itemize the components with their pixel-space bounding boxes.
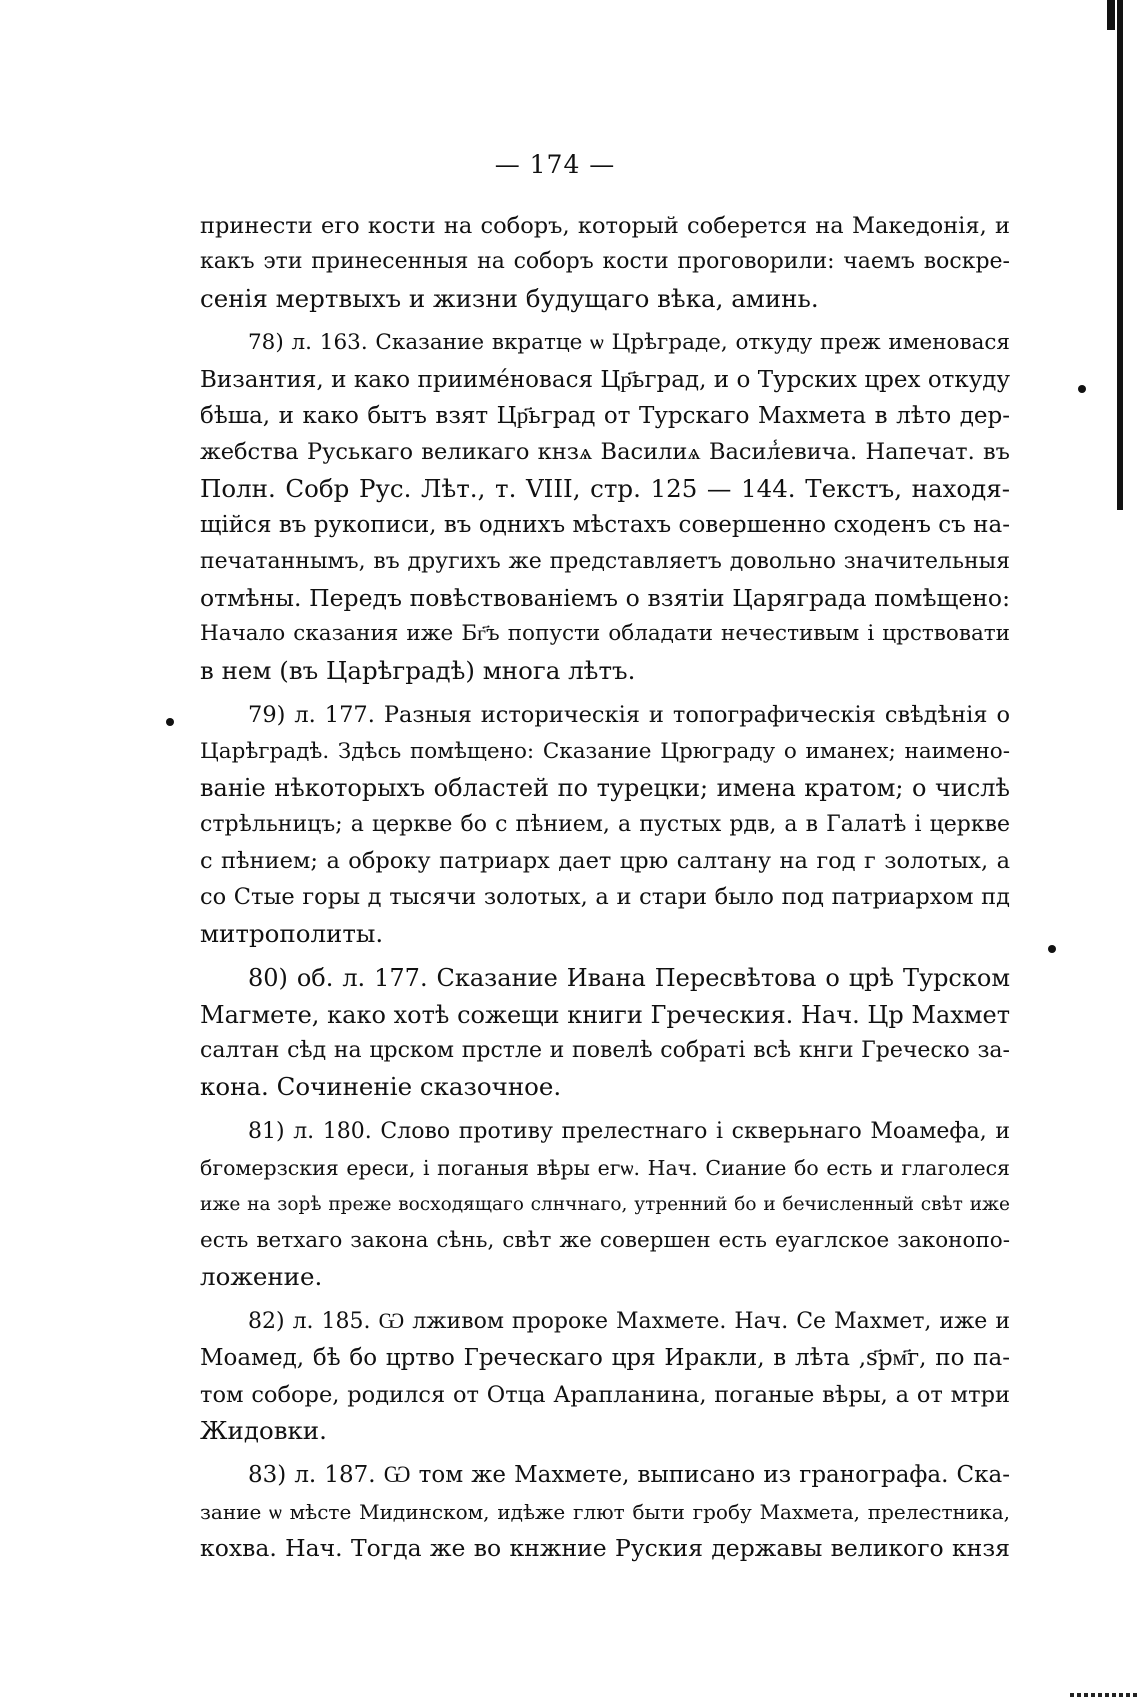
text-line: митрополиты. <box>200 918 384 948</box>
text-line: бгомерзския ереси, і поганыя вѣры егѡ. Нач. Сиание бо есть и глаголеся <box>200 1156 1010 1181</box>
text-line: ваніе нѣкоторыхъ областей по турецки; имена кратом; о числѣ <box>200 774 1010 803</box>
scan-speck <box>166 718 174 726</box>
text-line: жебства Руськаго великаго кнзѧ Василиѧ Васил̾евича. Напечат. въ <box>200 439 1010 466</box>
text-line: есть ветхаго закона сѣнь, свѣт же совершен есть еуаглское законопо- <box>200 1227 1010 1253</box>
scan-speck <box>1048 945 1056 953</box>
text-line: Царѣградѣ. Здѣсь помѣщено: Сказание Црюграду о иманех; наимено- <box>200 738 1010 764</box>
text-line: стрѣльницъ; а церкве бо с пѣнием, а пустых рдв, а в Галатѣ і церкве <box>200 811 1010 837</box>
text-line: Магмете, како хотѣ сожещи книги Греческия. Нач. Цр Махмет <box>200 1000 1010 1029</box>
text-line: иже на зорѣ преже восходящаго слнчнаго, утренний бо и бечисленный свѣт иже <box>200 1193 1010 1215</box>
text-line: Моамед, бѣ бо цртво Греческаго цря Иракли, в лѣта ,s҃рм҃г, по па- <box>200 1345 1010 1372</box>
text-line: со Стые горы д тысячи золотых, а и стари было под патриархом пд <box>200 884 1010 911</box>
text-line: Жидовки. <box>200 1416 327 1445</box>
entry-79-start: 79) л. 177. Разныя историческія и топографическія свѣдѣнія о <box>248 702 1010 729</box>
text-line: щійся въ рукописи, въ однихъ мѣстахъ совершенно сходенъ съ на- <box>200 512 1010 539</box>
text-line: с пѣнием; а оброку патриарх дает црю салтану на год г золотых, а <box>200 847 1010 874</box>
text-line: отмѣны. Передъ повѣствованіемъ о взятіи Царяграда помѣщено: <box>200 584 1010 613</box>
entry-81-start: 81) л. 180. Слово противу прелестнаго і скверьнаго Моамефа, и <box>248 1118 1010 1144</box>
scan-margin-rule <box>1117 0 1123 510</box>
text-line: зание ѡ мѣсте Мидинском, идѣже глют быти гробу Махмета, прелестника, <box>200 1499 1010 1524</box>
text-line: ложение. <box>200 1262 323 1292</box>
entry-83-start: 83) л. 187. Ѡ том же Махмете, выписано из гранографа. Ска- <box>248 1462 1010 1489</box>
text-line: в нем (въ Царѣградѣ) многа лѣтъ. <box>200 655 636 685</box>
entry-82-start: 82) л. 185. Ѡ лживом пророке Махмете. Нач. Се Махмет, иже и <box>248 1308 1010 1334</box>
text-line: кона. Сочиненіе сказочное. <box>200 1072 562 1102</box>
text-line: принести его кости на соборъ, который соберется на Македонія, и <box>200 213 1010 239</box>
text-line: какъ эти принесенныя на соборъ кости проговорили: чаемъ воскре- <box>200 249 1010 275</box>
body-text <box>200 208 1010 1567</box>
text-line: салтан сѣд на црском прстле и повелѣ собраті всѣ кнги Греческо за- <box>200 1037 1010 1063</box>
scan-margin-mark <box>1107 0 1115 30</box>
entry-78-start: 78) л. 163. Сказание вкратце ѡ Црѣграде, откуду преж именовася <box>248 330 1010 356</box>
text-line: бѣша, и како бытъ взят Цр҃ьград от Турскаго Махмета в лѣто дер- <box>200 403 1010 430</box>
text-line: Начало сказания иже Бг҃ъ попусти обладати нечестивым і црствовати <box>200 621 1010 647</box>
scan-speck <box>1078 385 1086 393</box>
scan-edge-mark <box>1070 1693 1140 1697</box>
text-line: Полн. Собр Рус. Лѣт., т. VIII, стр. 125 — 144. Текстъ, находя- <box>200 473 1010 503</box>
text-line: сенія мертвыхъ и жизни будущаго вѣка, аминь. <box>200 283 819 313</box>
text-line: том соборе, родился от Отца Арапланина, поганые вѣры, а от мтри <box>200 1381 1010 1408</box>
text-line: кохва. Нач. Тогда же во кнжние Руския державы великого кнзя <box>200 1534 1010 1563</box>
page-number: — 174 — <box>494 150 616 179</box>
text-line: Византия, и како прииме́новася Цр҃ьград, и о Турских црех откуду <box>200 366 1010 393</box>
entry-80-start: 80) об. л. 177. Сказание Ивана Пересвѣтова о црѣ Турском <box>248 964 1010 993</box>
text-line: печатаннымъ, въ другихъ же представляетъ довольно значительныя <box>200 548 1010 574</box>
